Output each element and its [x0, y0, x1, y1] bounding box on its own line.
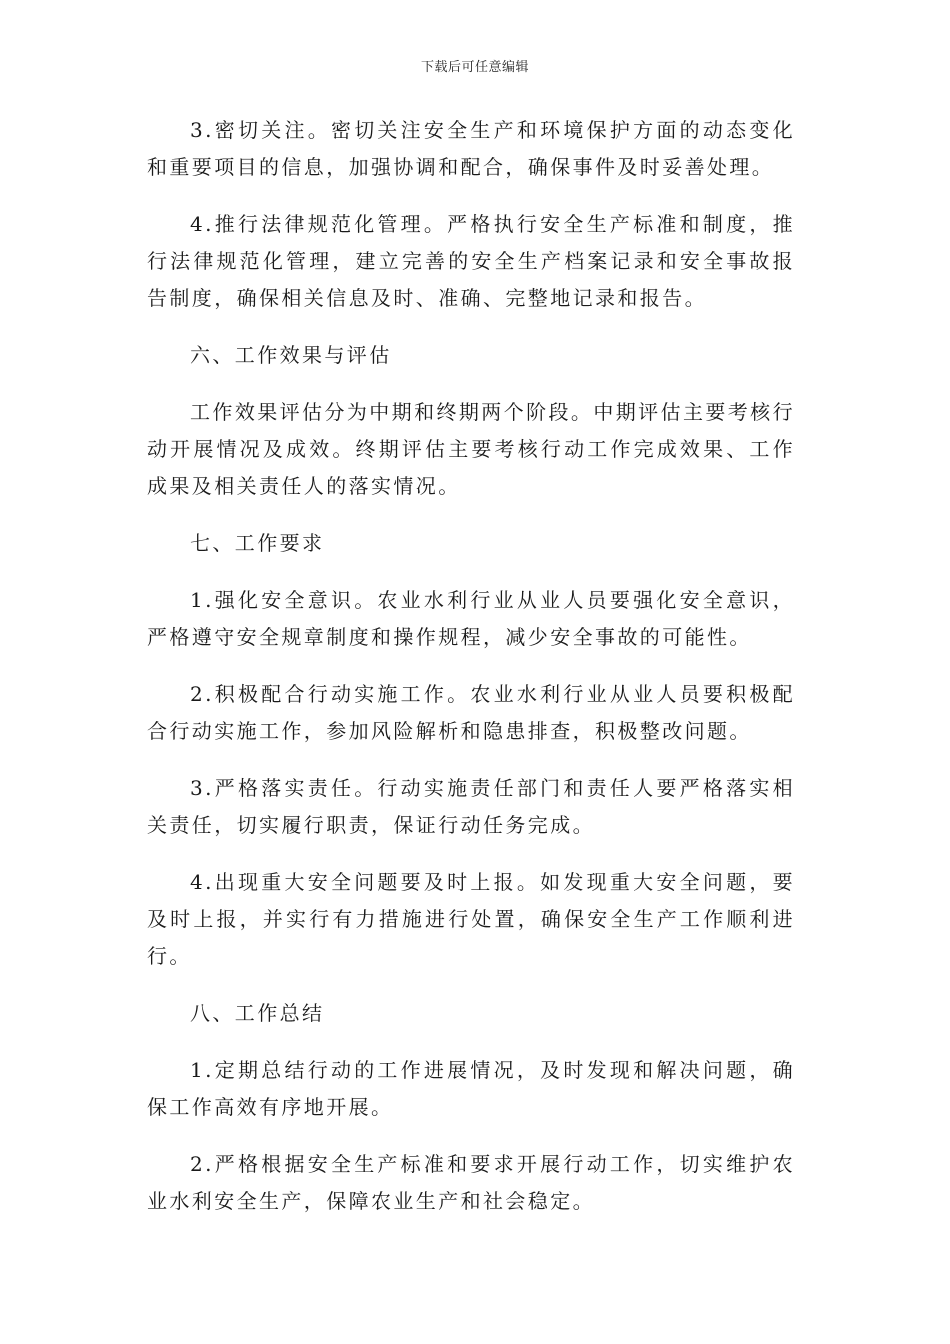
paragraph-report-issues: 4.出现重大安全问题要及时上报。如发现重大安全问题，要及时上报，并实行有力措施进行处置，确保安全生产工作顺利进行。 [147, 870, 795, 968]
paragraph-standards: 2.严格根据安全生产标准和要求开展行动工作，切实维护农业水利安全生产，保障农业生产和社会稳定。 [147, 1152, 795, 1213]
section-heading-requirements: 七、工作要求 [190, 531, 325, 555]
paragraph-periodic-summary: 1.定期总结行动的工作进展情况，及时发现和解决问题，确保工作高效有序地开展。 [147, 1058, 795, 1119]
document-body [147, 112, 795, 1240]
paragraph-safety-awareness: 1.强化安全意识。农业水利行业从业人员要强化安全意识，严格遵守安全规章制度和操作规程，减少安全事故的可能性。 [147, 588, 795, 649]
paragraph-legal-management: 4.推行法律规范化管理。严格执行安全生产标准和制度，推行法律规范化管理，建立完善的安全生产档案记录和安全事故报告制度，确保相关信息及时、准确、完整地记录和报告。 [147, 212, 795, 310]
paragraph-responsibility: 3.严格落实责任。行动实施责任部门和责任人要严格落实相关责任，切实履行职责，保证行动任务完成。 [147, 776, 795, 837]
section-heading-summary: 八、工作总结 [190, 1001, 325, 1025]
paragraph-cooperate: 2.积极配合行动实施工作。农业水利行业从业人员要积极配合行动实施工作，参加风险解析和隐患排查，积极整改问题。 [147, 682, 795, 743]
paragraph-evaluation: 工作效果评估分为中期和终期两个阶段。中期评估主要考核行动开展情况及成效。终期评估主要考核行动工作完成效果、工作成果及相关责任人的落实情况。 [147, 400, 795, 498]
section-heading-evaluation: 六、工作效果与评估 [190, 343, 392, 367]
paragraph-close-attention: 3.密切关注。密切关注安全生产和环境保护方面的动态变化和重要项目的信息，加强协调和配合，确保事件及时妥善处理。 [147, 118, 795, 179]
page-header-note: 下载后可任意编辑 [420, 60, 529, 75]
